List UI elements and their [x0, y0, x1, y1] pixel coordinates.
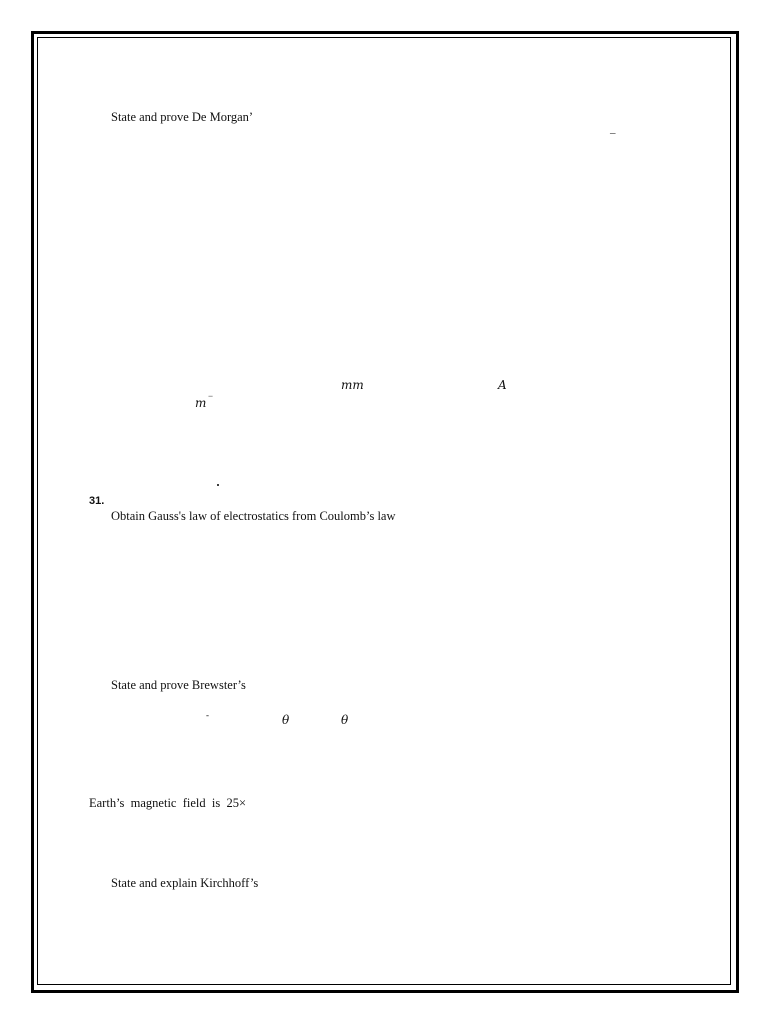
overbar-mark: –	[610, 127, 616, 139]
question-brewster-text: State and prove Brewster’s	[111, 678, 246, 692]
symbol-A: A	[498, 378, 507, 392]
stray-dot	[217, 484, 219, 486]
symbol-mm: mm	[341, 378, 364, 392]
superscript-minus: −	[208, 391, 214, 401]
symbol-theta-1: θ	[282, 713, 290, 727]
question-gauss-text: Obtain Gauss's law of electrostatics from Coulomb’s law	[111, 509, 396, 523]
symbol-theta-2: θ	[341, 713, 349, 727]
question-kirchhoff-text: State and explain Kirchhoff’s	[111, 876, 259, 890]
symbol-m: m	[195, 396, 207, 410]
question-earth-field-text: Earth’s magnetic field is 25×	[89, 796, 247, 810]
superscript-dash: -	[206, 710, 209, 720]
question-number-31: 31.	[89, 495, 105, 507]
question-demorgan-text: State and prove De Morgan’	[111, 110, 254, 124]
